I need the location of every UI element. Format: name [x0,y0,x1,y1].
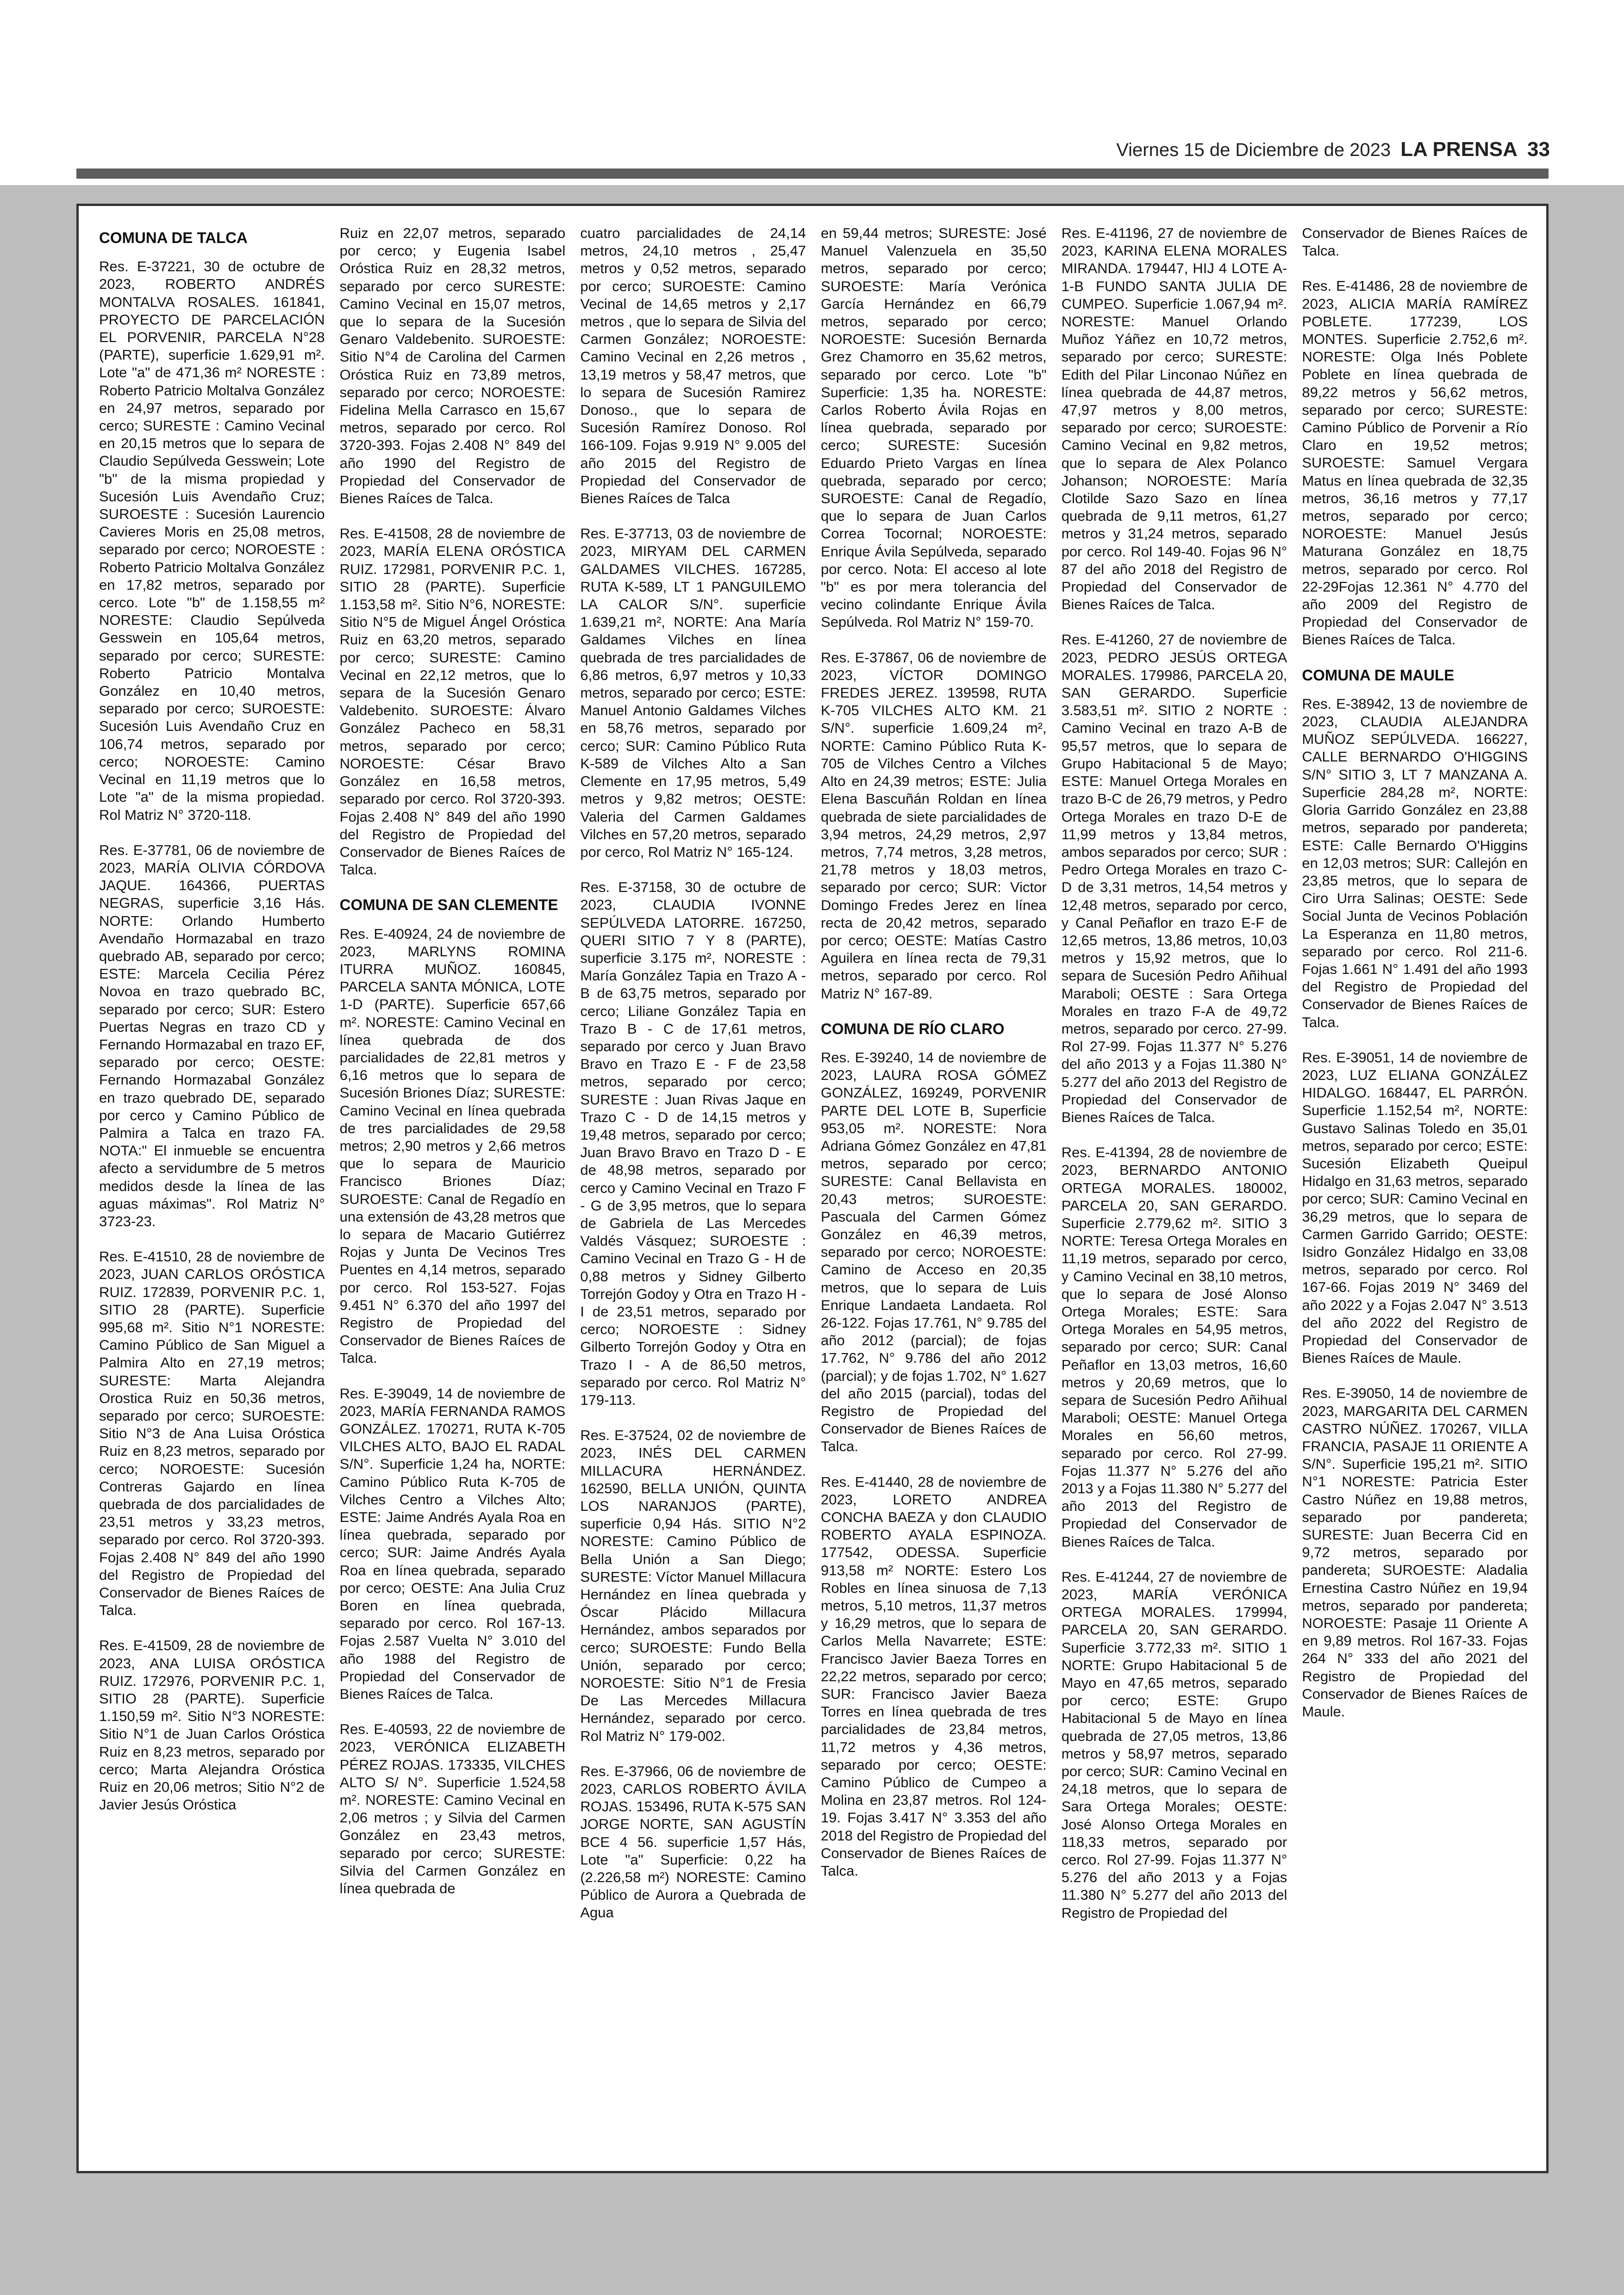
notice-entry: Res. E-40924, 24 de noviembre de 2023, MARLYNS ROMINA ITURRA MUÑOZ. 160845, PARCELA SANTA MÓNICA, LOTE 1-D (PARTE). Superficie 657,66 m². NORESTE: Camino Vecinal en línea quebrada de dos parcialidades de 22,81 metros y 6,16 metros que lo separa de Sucesión Briones Díaz; SURESTE: Camino Vecinal en línea quebrada de tres parcialidades de 29,58 metros; 2,90 metros y 2,66 metros que lo separa de Mauricio Francisco Briones Díaz; SUROESTE: Canal de Regadío en una extensión de 43,28 metros que lo separa de Macario Gutiérrez Rojas y Junta De Vecinos Tres Puentes en 4,14 metros, separado por cerco. Rol 153-527. Fojas 9.451 N° 6.370 del año 1997 del Registro de Propiedad del Conservador de Bienes Raíces de Talca. [339,925,566,1366]
column-4 [814,225,1053,2162]
notice-entry: Res. E-41486, 28 de noviembre de 2023, ALICIA MARÍA RAMÍREZ POBLETE. 177239, LOS MONTES. Superficie 2.752,6 m². NORESTE: Olga Inés Poblete Poblete en línea quebrada de 89,22 metros y 56,62 metros, separado por cerco; SURESTE: Camino Público de Porvenir a Río Claro en 19,52 metros; SUROESTE: Samuel Vergara Matus en línea quebrada de 32,35 metros, 36,16 metros y 77,17 metros, separado por cerco; NOROESTE: Manuel Jesús Maturana González en 18,75 metros, separado por cerco. Rol 22-29Fojas 12.361 N° 4.770 del año 2009 del Registro de Propiedad del Conservador de Bienes Raíces de Talca. [1302,278,1528,648]
notice-entry: Res. E-37781, 06 de noviembre de 2023, MARÍA OLIVIA CÓRDOVA JAQUE. 164366, PUERTAS NEGRAS, superficie 3,16 Hás. NORTE: Orlando Humberto Avendaño Hormazabal en trazo quebrado AB, separado por cerco; ESTE: Marcela Cecilia Pérez Novoa en trazo quebrado BC, separado por cerco; SUR: Estero Puertas Negras en trazo CD y Fernando Hormazabal en trazo EF, separado por cerco; OESTE: Fernando Hormazabal González en trazo quebrado DE, separado por cerco y Camino Público de Palmira a Talca en trazo FA. NOTA:" El inmueble se encuentra afecto a servidumbre de 5 metros medidos desde la línea de las aguas máximas". Rol Matriz N° 3723-23. [99,842,325,1229]
notice-entry: Res. E-37713, 03 de noviembre de 2023, MIRYAM DEL CARMEN GALDAMES VILCHES. 167285, RUTA K-589, LT 1 PANGUILEMO LA CALOR S/N°. superficie 1.639,21 m², NORTE: Ana María Galdames Vilches en línea quebrada de tres parcialidades de 6,86 metros, 6,97 metros y 10,33 metros, separado por cerco; ESTE: Manuel Antonio Galdames Vilches en 58,76 metros, separado por cerco; SUR: Camino Público Ruta K-589 de Vilches Alto a San Clemente en 17,95 metros, 5,49 metros y 9,82 metros; OESTE: Valeria del Carmen Galdames Vilches en 57,20 metros, separado por cerco, Rol Matriz N° 165-124. [580,525,806,860]
page-header [1116,138,1550,161]
column-5 [1055,225,1294,2162]
notice-entry: Res. E-40593, 22 de noviembre de 2023, VERÓNICA ELIZABETH PÉREZ ROJAS. 173335, VILCHES ALTO S/ N°. Superficie 1.524,58 m². NORESTE: Camino Vecinal en 2,06 metros ; y Silvia del Carmen González en 23,43 metros, separado por cerco; SURESTE: Silvia del Carmen González en línea quebrada de [339,1721,566,1897]
notice-entry: Res. E-41510, 28 de noviembre de 2023, JUAN CARLOS ORÓSTICA RUIZ. 172839, PORVENIR P.C. 1, SITIO 28 (PARTE). Superficie 995,68 m². Sitio N°1 NORESTE: Camino Público de San Miguel a Palmira Alto en 27,19 metros; SURESTE: Marta Alejandra Orostica Ruiz en 50,36 metros, separado por cerco; SUROESTE: Sitio N°3 de Ana Luisa Oróstica Ruiz en 8,23 metros, separado por cerco; NOROESTE: Sucesión Contreras Gajardo en línea quebrada de dos parcialidades de 23,51 metros y 33,23 metros, separado por cerco. Rol 3720-393. Fojas 2.408 N° 849 del año 1990 del Registro de Propiedad del Conservador de Bienes Raíces de Talca. [99,1248,325,1619]
notice-entry: Conservador de Bienes Raíces de Talca. [1302,225,1528,259]
header-rule [76,168,1549,179]
header-page-number: 33 [1527,138,1550,161]
column-3 [574,225,812,2162]
notice-entry: Res. E-37966, 06 de noviembre de 2023, CARLOS ROBERTO ÁVILA ROJAS. 153496, RUTA K-575 SAN JORGE NORTE, SAN AGUSTÍN BCE 4 56. superficie 1,57 Hás, Lote "a" Superficie: 0,22 ha (2.226,58 m²) NORESTE: Camino Público de Aurora a Quebrada de Agua [580,1763,806,1921]
notice-entry: Res. E-41394, 28 de noviembre de 2023, BERNARDO ANTONIO ORTEGA MORALES. 180002, PARCELA 20, SAN GERARDO. Superficie 2.779,62 m². SITIO 3 NORTE: Teresa Ortega Morales en 11,19 metros, separado por cerco, y Camino Vecinal en 38,10 metros, que lo separa de José Alonso Ortega Morales; ESTE: Sara Ortega Morales en 54,95 metros, separado por cerco; SUR: Canal Peñaflor en 13,03 metros, 16,60 metros y 20,69 metros, que lo separa de Sucesión Pedro Añihual Maraboli; OESTE: Manuel Ortega Morales en 56,60 metros, separado por cerco. Rol 27-99. Fojas 11.377 N° 5.276 del año 2013 y a Fojas 11.380 N° 5.277 del año 2013 del Registro de Propiedad del Conservador de Bienes Raíces de Talca. [1061,1144,1287,1550]
notice-entry: Res. E-37867, 06 de noviembre de 2023, VÍCTOR DOMINGO FREDES JEREZ. 139598, RUTA K-705 VILCHES ALTO KM. 21 S/N°. superficie 1.609,24 m², NORTE: Camino Público Ruta K-705 de Vilches Centro a Vilches Alto en 24,39 metros; ESTE: Julia Elena Bascuñán Roldan en línea quebrada de siete parcialidades de 3,94 metros, 24,29 metros, 2,97 metros, 7,74 metros, 3,28 metros, 21,78 metros y 18,03 metros, separado por cerco; SUR: Victor Domingo Fredes Jerez en línea recta de 20,42 metros, separado por cerco; OESTE: Matías Castro Aguilera en línea recta de 79,31 metros, separado por cerco. Rol Matriz N° 167-89. [821,649,1047,1002]
notice-entry: Res. E-41508, 28 de noviembre de 2023, MARÍA ELENA ORÓSTICA RUIZ. 172981, PORVENIR P.C. 1, SITIO 28 (PARTE). Superficie 1.153,58 m². Sitio N°6, NORESTE: Sitio N°5 de Miguel Ángel Oróstica Ruiz en 63,20 metros, separado por cerco; SURESTE: Camino Vecinal en 22,12 metros, que lo separa de la Sucesión Genaro Valdebenito. SUROESTE: Álvaro González Pacheco en 58,31 metros, separado por cerco; NOROESTE: César Bravo González en 16,58 metros, separado por cerco. Rol 3720-393. Fojas 2.408 N° 849 del año 1990 del Registro de Propiedad del Conservador de Bienes Raíces de Talca. [339,525,566,878]
notice-entry: en 59,44 metros; SURESTE: José Manuel Valenzuela en 35,50 metros, separado por cerco; SUROESTE: María Verónica García Hernández en 66,79 metros, separado por cerco; NOROESTE: Sucesión Bernarda Grez Chamorro en 35,62 metros, separado por cerco. Lote "b" Superficie: 1,35 ha. NORESTE: Carlos Roberto Ávila Rojas en línea quebrada, separado por cerco; SURESTE: Sucesión Eduardo Prieto Vargas en línea quebrada, separado por cerco; SUROESTE: Canal de Regadío, que lo separa de Juan Carlos Correa Tocornal; NOROESTE: Enrique Ávila Sepúlveda, separado por cerco. Nota: El acceso al lote "b" es por mera tolerancia del vecino colindante Enrique Ávila Sepúlveda. Rol Matriz N° 159-70. [821,225,1047,630]
notice-entry: Res. E-41509, 28 de noviembre de 2023, ANA LUISA ORÓSTICA RUIZ. 172976, PORVENIR P.C. 1, SITIO 28 (PARTE). Superficie 1.150,59 m². Sitio N°3 NORESTE: Sitio N°1 de Juan Carlos Oróstica Ruiz en 8,23 metros, separado por cerco; Marta Alejandra Oróstica Ruiz en 20,06 metros; Sitio N°2 de Javier Jesús Oróstica [99,1637,325,1813]
section-title: COMUNA DE SAN CLEMENTE [339,896,558,914]
notices-columns [93,225,1536,2162]
notice-entry: Res. E-41440, 28 de noviembre de 2023, LORETO ANDREA CONCHA BAEZA y don CLAUDIO ROBERTO AYALA ESPINOZA. 177542, ODESSA. Superficie 913,58 m² NORTE: Estero Los Robles en línea sinuosa de 7,13 metros, 5,10 metros, 11,37 metros y 16,29 metros, que lo separa de Carlos Mella Navarrete; ESTE: Francisco Javier Baeza Torres en 22,22 metros, separado por cerco; SUR: Francisco Javier Baeza Torres en línea quebrada de tres parcialidades de 23,84 metros, 11,72 metros y 4,36 metros, separado por cerco; OESTE: Camino Público de Cumpeo a Molina en 23,87 metros. Rol 124-19. Fojas 3.417 N° 3.353 del año 2018 del Registro de Propiedad del Conservador de Bienes Raíces de Talca. [821,1473,1047,1879]
header-date: Viernes 15 de Diciembre de 2023 [1116,140,1391,160]
notice-entry: Res. E-39049, 14 de noviembre de 2023, MARÍA FERNANDA RAMOS GONZÁLEZ. 170271, RUTA K-705 VILCHES ALTO, BAJO EL RADAL S/N°. Superficie 1,24 ha, NORTE: Camino Público Ruta K-705 de Vilches Centro a Vilches Alto; ESTE: Jaime Andrés Ayala Roa en línea quebrada, separado por cerco; SUR: Jaime Andrés Ayala Roa en línea quebrada, separado por cerco; OESTE: Ana Julia Cruz Boren en línea quebrada, separado por cerco. Rol 167-13. Fojas 2.587 Vuelta N° 3.010 del año 1988 del Registro de Propiedad del Conservador de Bienes Raíces de Talca. [339,1385,566,1703]
column-6 [1295,225,1534,2162]
section-title: COMUNA DE RÍO CLARO [821,1020,1005,1037]
notice-entry: Ruiz en 22,07 metros, separado por cerco; y Eugenia Isabel Oróstica Ruiz en 28,32 metros, separado por cerco SURESTE: Camino Vecinal en 15,07 metros, que lo separa de la Sucesión Genaro Valdebenito. SUROESTE: Sitio N°4 de Carolina del Carmen Oróstica Ruiz en 73,89 metros, separado por cerco; NOROESTE: Fidelina Mella Carrasco en 15,67 metros, separado por cerco. Rol 3720-393. Fojas 2.408 N° 849 del año 1990 del Registro de Propiedad del Conservador de Bienes Raíces de Talca. [339,225,566,507]
column-1 [93,225,331,2162]
column-2 [333,225,572,2162]
notice-entry: Res. E-38942, 13 de noviembre de 2023, CLAUDIA ALEJANDRA MUÑOZ SEPÚLVEDA. 166227, CALLE BERNARDO O'HIGGINS S/N° SITIO 3, LT 7 MANZANA A. Superficie 284,28 m², NORTE: Gloria Garrido González en 23,88 metros, separado por pandereta; ESTE: Calle Bernardo O'Higgins en 12,03 metros; SUR: Callejón en 23,85 metros, que lo separa de Ciro Urra Salinas; OESTE: Sede Social Junta de Vecinos Población La Esperanza en 11,80 metros, separado por cerco. Rol 211-6. Fojas 1.661 N° 1.491 del año 1993 del Registro de Propiedad del Conservador de Bienes Raíces de Talca. [1302,695,1528,1030]
notice-entry: Res. E-39051, 14 de noviembre de 2023, LUZ ELIANA GONZÁLEZ HIDALGO. 168447, EL PARRÓN. Superficie 1.152,54 m², NORTE: Gustavo Salinas Toledo en 35,01 metros, separado por cerco; ESTE: Sucesión Elizabeth Queipul Hidalgo en 31,63 metros, separado por cerco; SUR: Camino Vecinal en 36,29 metros, que lo separa de Carmen Garrido Garrido; OESTE: Isidro González Hidalgo en 33,08 metros, separado por cerco. Rol 167-66. Fojas 2019 N° 3469 del año 2022 y a Fojas 2.047 N° 3.513 del año 2022 del Registro de Propiedad del Conservador de Bienes Raíces de Maule. [1302,1049,1528,1366]
header-paper-name: LA PRENSA [1400,138,1518,161]
notice-entry: Res. E-41196, 27 de noviembre de 2023, KARINA ELENA MORALES MIRANDA. 179447, HIJ 4 LOTE A-1-B FUNDO SANTA JULIA DE CUMPEO. Superficie 1.067,94 m². NORESTE: Manuel Orlando Muñoz Yáñez en 10,72 metros, separado por cerco; SURESTE: Edith del Pilar Linconao Núñez en línea quebrada de 44,87 metros, 47,97 metros y 8,00 metros, separado por cerco; SUROESTE: Camino Vecinal en 9,82 metros, que lo separa de Alex Polanco Johanson; NOROESTE: María Clotilde Sazo Sazo en línea quebrada de 9,11 metros, 61,27 metros y 31,24 metros, separado por cerco. Rol 149-40. Fojas 96 N° 87 del año 2018 del Registro de Propiedad del Conservador de Bienes Raíces de Talca. [1061,225,1287,613]
notice-entry: Res. E-37158, 30 de octubre de 2023, CLAUDIA IVONNE SEPÚLVEDA LATORRE. 167250, QUERI SITIO 7 Y 8 (PARTE), superficie 3.175 m², NORESTE : María González Tapia en Trazo A - B de 63,75 metros, separado por cerco; Liliane González Tapia en Trazo B - C de 17,61 metros, separado por cerco y Juan Bravo Bravo en Trazo E - F de 23,58 metros, separado por cerco; SURESTE : Juan Rivas Jaque en Trazo C - D de 14,15 metros y 19,48 metros, separado por cerco; Juan Bravo Bravo en Trazo D - E de 48,98 metros, separado por cerco y Camino Vecinal en Trazo F - G de 3,95 metros, que lo separa de Gabriela de Las Mercedes Valdés Vásquez; SUROESTE : Camino Vecinal en Trazo G - H de 0,88 metros y Sidney Gilberto Torrejón Godoy y Otra en Trazo H - I de 23,51 metros, separado por cerco; NOROESTE : Sidney Gilberto Torrejón Godoy y Otra en Trazo I - A de 86,50 metros, separado por cerco. Rol Matriz N° 179-113. [580,879,806,1408]
section-title: COMUNA DE TALCA [99,229,248,246]
notice-entry: Res. E-41244, 27 de noviembre de 2023, MARÍA VERÓNICA ORTEGA MORALES. 179994, PARCELA 20, SAN GERARDO. Superficie 3.772,33 m². SITIO 1 NORTE: Grupo Habitacional 5 de Mayo en 47,65 metros, separado por cerco; ESTE: Grupo Habitacional 5 de Mayo en línea quebrada de 27,05 metros, 13,86 metros y 58,97 metros, separado por cerco; SUR: Camino Vecinal en 24,18 metros, que lo separa de Sara Ortega Morales; OESTE: José Alonso Ortega Morales en 118,33 metros, separado por cerco. Rol 27-99. Fojas 11.377 N° 5.276 del año 2013 y a Fojas 11.380 N° 5.277 del año 2013 del Registro de Propiedad del [1061,1568,1287,1921]
notice-entry: Res. E-37524, 02 de noviembre de 2023, INÉS DEL CARMEN MILLACURA HERNÁNDEZ. 162590, BELLA UNIÓN, QUINTA LOS NARANJOS (PARTE), superficie 0,94 Hás. SITIO N°2 NORESTE: Camino Público de Bella Unión a San Diego; SURESTE: Víctor Manuel Millacura Hernández en línea quebrada y Óscar Plácido Millacura Hernández, ambos separados por cerco; SUROESTE: Fundo Bella Unión, separado por cerco; NOROESTE: Sitio N°1 de Fresia De Las Mercedes Millacura Hernández, separado por cerco. Rol Matriz N° 179-002. [580,1427,806,1744]
notice-entry: Res. E-37221, 30 de octubre de 2023, ROBERTO ANDRÉS MONTALVA ROSALES. 161841, PROYECTO DE PARCELACIÓN EL PORVENIR, PARCELA N°28 (PARTE), superficie 1.629,91 m². Lote "a" de 471,36 m² NORESTE : Roberto Patricio Moltalva González en 24,97 metros, separado por cerco; SURESTE : Camino Vecinal en 20,15 metros que lo separa de Claudio Sepúlveda Gesswein; Lote "b" de la misma propiedad y Sucesión Luis Avendaño Cruz; SUROESTE : Sucesión Laurencio Cavieres Moris en 25,08 metros, separado por cerco; NOROESTE : Roberto Patricio Moltalva González en 17,82 metros, separado por cerco. Lote "b" de 1.158,55 m² NORESTE: Claudio Sepúlveda Gesswein en 105,64 metros, separado por cerco; SURESTE: Roberto Patricio Montalva González en 10,40 metros, separado por cerco; SUROESTE: Sucesión Luis Avendaño Cruz en 106,74 metros, separado por cerco; NOROESTE: Camino Vecinal en 11,19 metros que lo Lote "a" de la misma propiedad. Rol Matriz N° 3720-118. [99,258,325,823]
section-title: COMUNA DE MAULE [1302,666,1455,684]
notices-frame [76,204,1549,2173]
notice-entry: Res. E-39240, 14 de noviembre de 2023, LAURA ROSA GÓMEZ GONZÁLEZ, 169249, PORVENIR PARTE DEL LOTE B, Superficie 953,05 m². NORESTE: Nora Adriana Gómez González en 47,81 metros, separado por cerco; SURESTE: Canal Bellavista en 20,43 metros; SUROESTE: Pascuala del Carmen Gómez González en 46,39 metros, separado por cerco; NOROESTE: Camino de Acceso en 20,35 metros, que lo separa de Luis Enrique Landaeta Landaeta. Rol 26-122. Fojas 17.761, N° 9.785 del año 2012 (parcial); de fojas 17.762, N° 9.786 del año 2012 (parcial); y de fojas 1.702, N° 1.627 del año 2015 (parcial), todas del Registro de Propiedad del Conservador de Bienes Raíces de Talca. [821,1049,1047,1455]
notice-entry: Res. E-41260, 27 de noviembre de 2023, PEDRO JESÚS ORTEGA MORALES. 179986, PARCELA 20, SAN GERARDO. Superficie 3.583,51 m². SITIO 2 NORTE : Camino Vecinal en trazo A-B de 95,57 metros, que lo separa de Grupo Habitacional 5 de Mayo; ESTE: Manuel Ortega Morales en trazo B-C de 26,79 metros, y Pedro Ortega Morales en trazo D-E de 11,99 metros y 13,84 metros, ambos separados por cerco; SUR : Pedro Ortega Morales en trazo C-D de 3,31 metros, 14,54 metros y 12,48 metros, separado por cerco, y Canal Peñaflor en trazo E-F de 12,65 metros, 13,86 metros, 10,03 metros y 15,92 metros, que lo separa de Sucesión Pedro Añihual Maraboli; OESTE : Sara Ortega Morales en trazo F-A de 49,72 metros, separado por cerco. 27-99. Rol 27-99. Fojas 11.377 N° 5.276 del año 2013 y a Fojas 11.380 N° 5.277 del año 2013 del Registro de Propiedad del Conservador de Bienes Raíces de Talca. [1061,631,1287,1125]
notice-entry: cuatro parcialidades de 24,14 metros, 24,10 metros , 25,47 metros y 0,52 metros, separado por cerco; SUROESTE: Camino Vecinal de 14,65 metros y 2,17 metros , que lo separa de Silvia del Carmen González; NOROESTE: Camino Vecinal en 2,26 metros , 13,19 metros y 58,47 metros, que lo separa de Sucesión Ramirez Donoso., que lo separa de Sucesión Ramírez Donoso. Rol 166-109. Fojas 9.919 N° 9.005 del año 2015 del Registro de Propiedad del Conservador de Bienes Raíces de Talca [580,225,806,507]
notice-entry: Res. E-39050, 14 de noviembre de 2023, MARGARITA DEL CARMEN CASTRO NÚÑEZ. 170267, VILLA FRANCIA, PASAJE 11 ORIENTE A S/N°. Superficie 195,21 m². SITIO N°1 NORESTE: Patricia Ester Castro Núñez en 19,88 metros, separado por pandereta; SURESTE: Juan Becerra Cid en 9,72 metros, separado por pandereta; SUROESTE: Aladalia Ernestina Castro Núñez en 19,94 metros, separado por pandereta; NOROESTE: Pasaje 11 Oriente A en 9,89 metros. Rol 167-33. Fojas 264 N° 333 del año 2021 del Registro de Propiedad del Conservador de Bienes Raíces de Maule. [1302,1385,1528,1720]
